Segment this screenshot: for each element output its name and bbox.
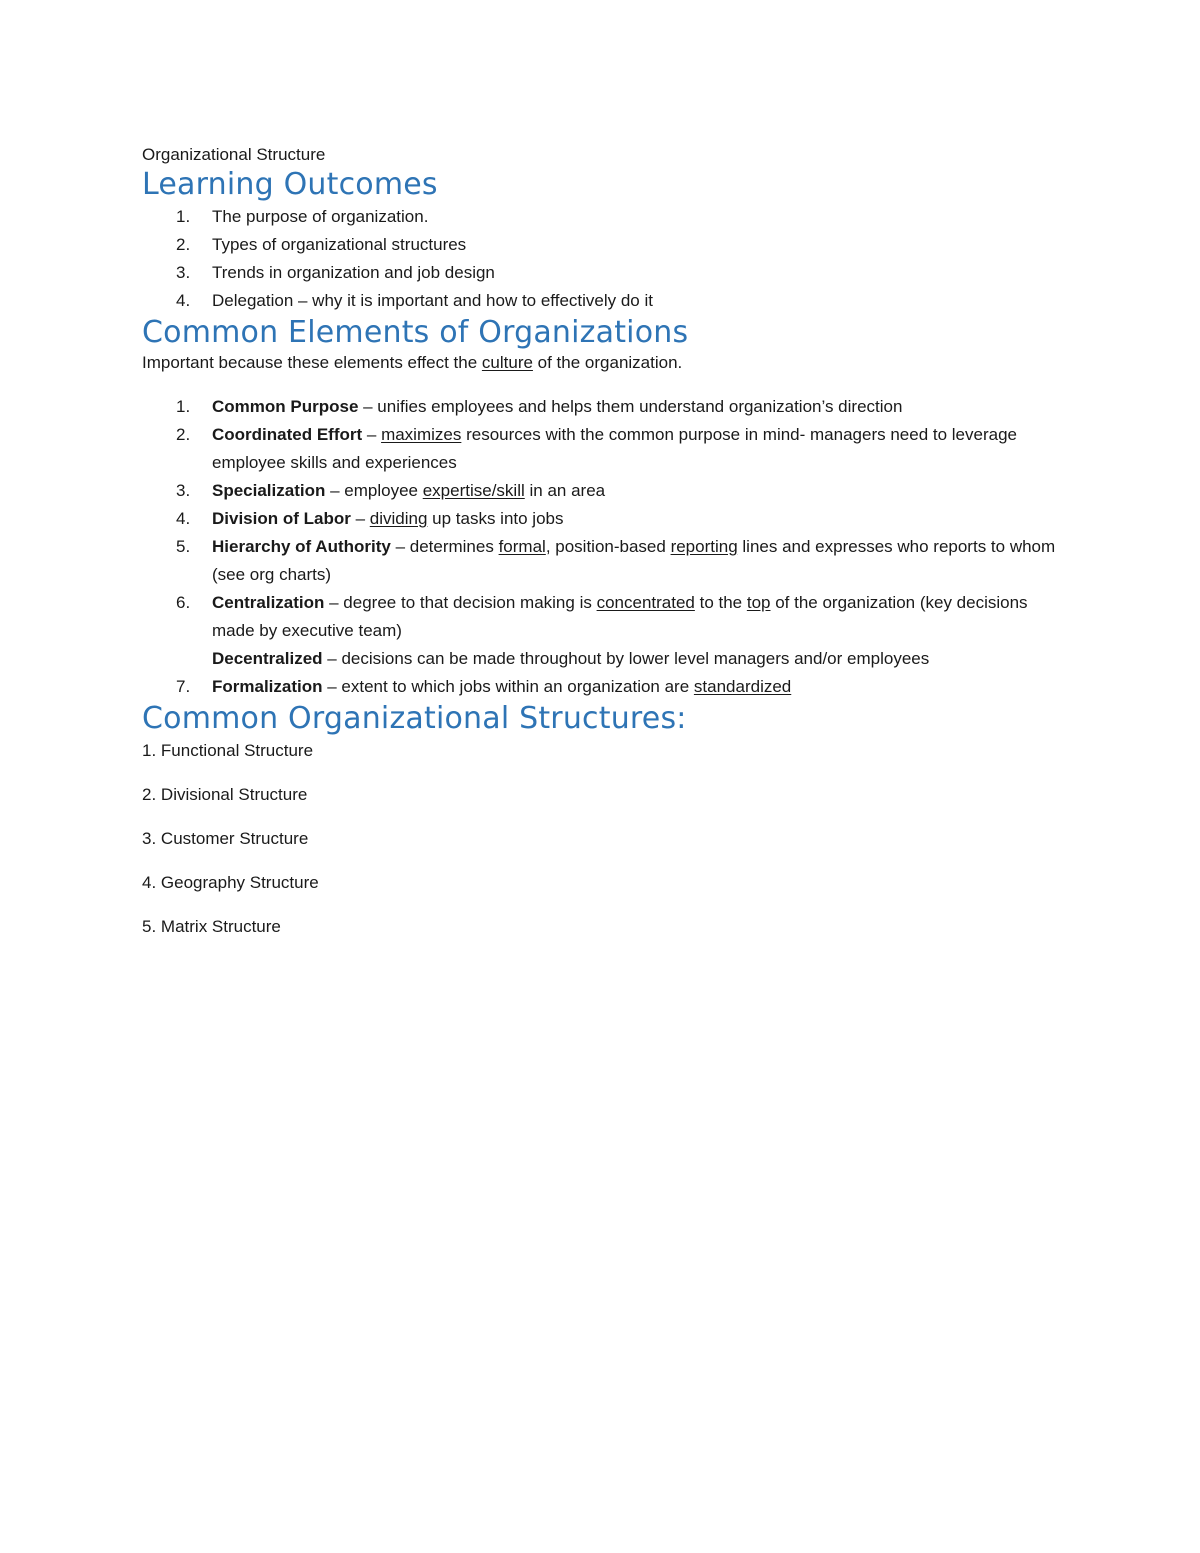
elements-intro: Important because these elements effect the culture of the organization. [142, 353, 683, 372]
list-item: 4. Delegation – why it is important and how to effectively do it [176, 291, 653, 310]
term: Specialization [212, 481, 326, 500]
list-item: 7. Formalization – extent to which jobs within an organization are standardized [176, 677, 792, 696]
list-item: 4. Division of Labor – dividing up tasks into jobs [176, 509, 564, 528]
term: Division of Labor [212, 509, 351, 528]
list-item: 5. Matrix Structure [142, 917, 281, 936]
common-elements-list [142, 393, 1072, 701]
learning-outcomes-list [142, 203, 1072, 315]
list-item: 1. The purpose of organization. [176, 207, 429, 226]
list-item: 3. Trends in organization and job design [176, 263, 495, 282]
term: Coordinated Effort [212, 425, 363, 444]
list-item: 2. Types of organizational structures [176, 235, 467, 254]
list-item: 4. Geography Structure [142, 873, 319, 892]
document-title: Organizational Structure [142, 145, 326, 164]
term: Common Purpose [212, 397, 359, 416]
heading-common-elements: Common Elements of Organizations [142, 315, 689, 350]
list-item: 1. Common Purpose – unifies employees and helps them understand organization’s direction [176, 397, 903, 416]
list-item: 3. Specialization – employee expertise/skill in an area [176, 481, 606, 500]
term: Decentralized [212, 649, 323, 668]
document-page [142, 143, 1072, 959]
term: Formalization [212, 677, 323, 696]
list-item: 5. Hierarchy of Authority – determines formal, position-based reporting lines and expresses who reports to whom (see org charts) [176, 537, 1056, 584]
term: Centralization [212, 593, 325, 612]
list-item: 6. Centralization – degree to that decision making is concentrated to the top of the organization (key decisions made by executive team) Decentralized – decisions can be made throughout by lower level managers and/or employees [176, 593, 1028, 668]
term: Hierarchy of Authority [212, 537, 391, 556]
heading-learning-outcomes: Learning Outcomes [142, 167, 438, 202]
list-item: 3. Customer Structure [142, 829, 309, 848]
structures-list [142, 739, 1072, 939]
heading-common-structures: Common Organizational Structures: [142, 701, 687, 736]
list-item: 2. Coordinated Effort – maximizes resources with the common purpose in mind- managers need to leverage employee skills and experiences [176, 425, 1017, 472]
list-item: 1. Functional Structure [142, 741, 314, 760]
list-item: 2. Divisional Structure [142, 785, 308, 804]
